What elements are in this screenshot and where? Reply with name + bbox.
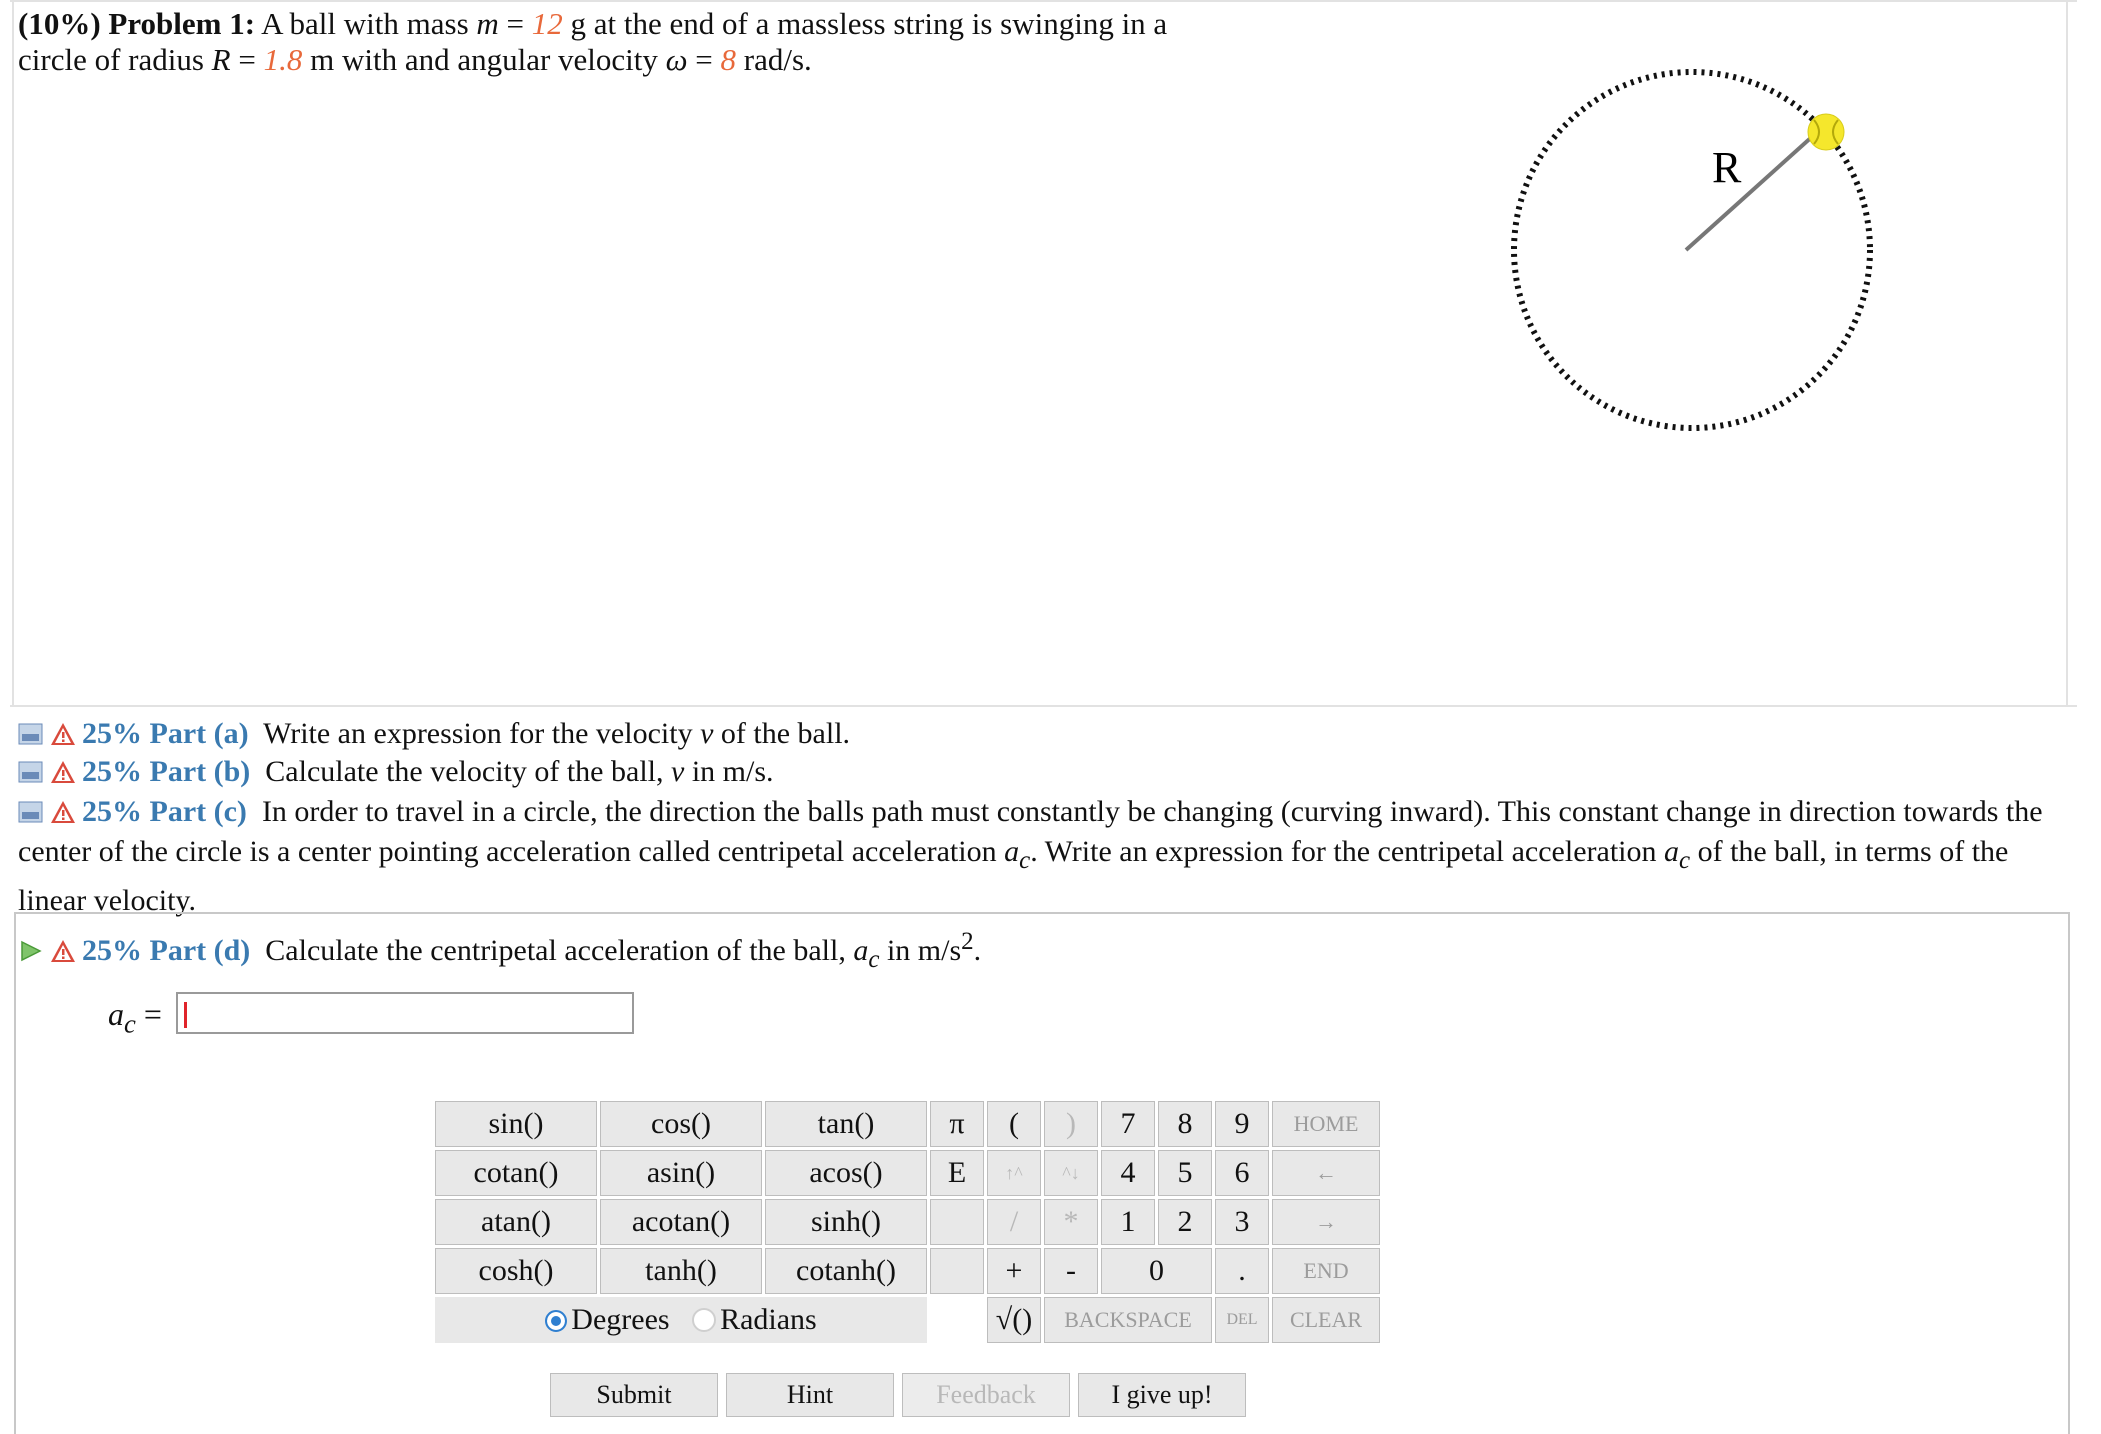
key-blank-2 — [930, 1248, 984, 1294]
key-7[interactable]: 7 — [1101, 1101, 1155, 1147]
key-down-caret[interactable]: ^↓ — [1044, 1150, 1098, 1196]
answer-input[interactable] — [176, 992, 634, 1034]
problem-line1-post: g at the end of a massless string is swinging in a — [562, 6, 1168, 41]
degrees-label: Degrees — [571, 1303, 670, 1336]
key-6[interactable]: 6 — [1215, 1150, 1269, 1196]
key-2[interactable]: 2 — [1158, 1199, 1212, 1245]
eq1: = — [498, 6, 532, 41]
ball — [1808, 114, 1844, 150]
part-b-row[interactable] — [18, 754, 774, 790]
part-c-sub1: c — [1019, 847, 1031, 874]
completed-status-icon — [18, 719, 44, 743]
mass-symbol: m — [476, 6, 499, 41]
key-open-paren[interactable]: ( — [987, 1101, 1041, 1147]
key-backspace[interactable]: BACKSPACE — [1044, 1297, 1212, 1343]
section-divider — [10, 705, 2077, 707]
key-pi[interactable]: π — [930, 1101, 984, 1147]
angle-mode-group — [435, 1297, 927, 1343]
part-c-symbol2: a — [1664, 835, 1679, 868]
part-c-label: Part (c) — [149, 795, 247, 828]
part-a-label: Part (a) — [149, 717, 249, 750]
problem-statement — [18, 6, 1167, 78]
text-caret — [184, 1002, 187, 1028]
key-acos[interactable]: acos() — [765, 1150, 927, 1196]
part-b-symbol: v — [671, 755, 685, 788]
part-d-sub: c — [868, 946, 880, 973]
key-home[interactable]: HOME — [1272, 1101, 1380, 1147]
part-c-row[interactable] — [18, 792, 2048, 921]
key-minus[interactable]: - — [1044, 1248, 1098, 1294]
key-divide[interactable]: / — [987, 1199, 1041, 1245]
submit-button[interactable]: Submit — [550, 1373, 718, 1417]
eq3: = — [687, 42, 721, 77]
part-c-text-c: of the ball, in terms of the linear velocity. — [18, 835, 2009, 917]
part-d-label: Part (d) — [149, 934, 251, 967]
calculator-keypad — [432, 1098, 1383, 1346]
eq2: = — [230, 42, 264, 77]
key-blank-1 — [930, 1199, 984, 1245]
part-d-weight: 25% — [82, 934, 142, 967]
key-cos[interactable]: cos() — [600, 1101, 762, 1147]
problem-line2-mid: m with and angular velocity — [302, 42, 666, 77]
part-d-text-pre: Calculate the centripetal acceleration of the ball, — [265, 934, 854, 967]
frame-left-border — [12, 0, 14, 705]
circular-motion-figure — [1460, 60, 1880, 480]
part-b-weight: 25% — [82, 755, 142, 788]
degrees-option[interactable] — [545, 1303, 669, 1336]
problem-line2-post: rad/s. — [736, 42, 812, 77]
warning-icon — [50, 936, 76, 960]
key-5[interactable]: 5 — [1158, 1150, 1212, 1196]
omega-value: 8 — [720, 42, 737, 77]
key-del[interactable]: DEL — [1215, 1297, 1269, 1343]
radians-label: Radians — [720, 1303, 817, 1336]
part-b-text-post: in m/s. — [684, 755, 774, 788]
part-c-text-a: In order to travel in a circle, the direction the balls path must constantly be changing (curving inward). This constant change in direction towards the center of the circle is a center pointing acceleration called centripetal acceleration — [18, 795, 2043, 868]
part-a-row[interactable] — [18, 716, 850, 752]
part-c-symbol1: a — [1004, 835, 1020, 868]
key-clear[interactable]: CLEAR — [1272, 1297, 1380, 1343]
key-multiply[interactable]: * — [1044, 1199, 1098, 1245]
key-tan[interactable]: tan() — [765, 1101, 927, 1147]
key-plus[interactable]: + — [987, 1248, 1041, 1294]
key-sin[interactable]: sin() — [435, 1101, 597, 1147]
answer-label — [108, 996, 162, 1039]
key-up-caret[interactable]: ↑^ — [987, 1150, 1041, 1196]
key-spacer — [930, 1297, 984, 1343]
hint-button[interactable]: Hint — [726, 1373, 894, 1417]
play-arrow-icon — [18, 936, 44, 960]
key-cotanh[interactable]: cotanh() — [765, 1248, 927, 1294]
frame-right-border — [2066, 0, 2068, 705]
answer-sub: c — [124, 1008, 136, 1039]
give-up-button[interactable]: I give up! — [1078, 1373, 1246, 1417]
key-8[interactable]: 8 — [1158, 1101, 1212, 1147]
problem-title: Problem 1: — [108, 6, 256, 41]
radians-option[interactable] — [692, 1303, 817, 1336]
problem-line2-pre: circle of radius — [18, 42, 212, 77]
key-decimal[interactable]: . — [1215, 1248, 1269, 1294]
warning-icon — [50, 757, 76, 781]
radius-symbol: R — [211, 42, 231, 77]
completed-status-icon — [18, 795, 44, 819]
degrees-radio-selected[interactable] — [545, 1310, 567, 1332]
answer-equals: = — [143, 996, 162, 1032]
part-c-text-b: . Write an expression for the centripetal acceleration — [1030, 835, 1664, 868]
key-e[interactable]: E — [930, 1150, 984, 1196]
radius-label: R — [1712, 143, 1742, 192]
part-d-sup: 2 — [961, 928, 974, 955]
warning-icon — [50, 719, 76, 743]
part-d-text-post: in m/s — [879, 934, 962, 967]
problem-line1-pre: A ball with mass — [261, 6, 477, 41]
feedback-button[interactable]: Feedback — [902, 1373, 1070, 1417]
part-a-symbol: v — [700, 717, 714, 750]
part-d-row — [18, 924, 981, 978]
part-c-sub2: c — [1679, 847, 1691, 874]
radius-string — [1686, 126, 1824, 250]
key-asin[interactable]: asin() — [600, 1150, 762, 1196]
key-0[interactable]: 0 — [1101, 1248, 1212, 1294]
part-a-text-pre: Write an expression for the velocity — [263, 717, 701, 750]
mass-value: 12 — [531, 6, 563, 41]
key-cosh[interactable]: cosh() — [435, 1248, 597, 1294]
part-b-text-pre: Calculate the velocity of the ball, — [265, 755, 671, 788]
key-sqrt[interactable]: √() — [987, 1297, 1041, 1343]
key-left-arrow[interactable]: ← — [1272, 1150, 1380, 1196]
key-acotan[interactable]: acotan() — [600, 1199, 762, 1245]
key-cotan[interactable]: cotan() — [435, 1150, 597, 1196]
completed-status-icon — [18, 757, 44, 781]
key-close-paren[interactable]: ) — [1044, 1101, 1098, 1147]
warning-icon — [50, 795, 76, 819]
key-4[interactable]: 4 — [1101, 1150, 1155, 1196]
key-3[interactable]: 3 — [1215, 1199, 1269, 1245]
radians-radio[interactable] — [692, 1308, 716, 1332]
omega-symbol: ω — [665, 42, 688, 77]
key-9[interactable]: 9 — [1215, 1101, 1269, 1147]
answer-symbol: a — [108, 996, 124, 1032]
key-1[interactable]: 1 — [1101, 1199, 1155, 1245]
key-tanh[interactable]: tanh() — [600, 1248, 762, 1294]
problem-weight: (10%) — [18, 6, 101, 41]
key-sinh[interactable]: sinh() — [765, 1199, 927, 1245]
radius-value: 1.8 — [263, 42, 303, 77]
key-atan[interactable]: atan() — [435, 1199, 597, 1245]
part-b-label: Part (b) — [149, 755, 251, 788]
part-a-text-post: of the ball. — [713, 717, 851, 750]
part-c-weight: 25% — [82, 795, 142, 828]
part-a-weight: 25% — [82, 717, 142, 750]
top-rule — [10, 0, 2077, 2]
key-end[interactable]: END — [1272, 1248, 1380, 1294]
part-d-symbol: a — [853, 934, 869, 967]
key-right-arrow[interactable]: → — [1272, 1199, 1380, 1245]
part-d-text-end: . — [973, 934, 982, 967]
